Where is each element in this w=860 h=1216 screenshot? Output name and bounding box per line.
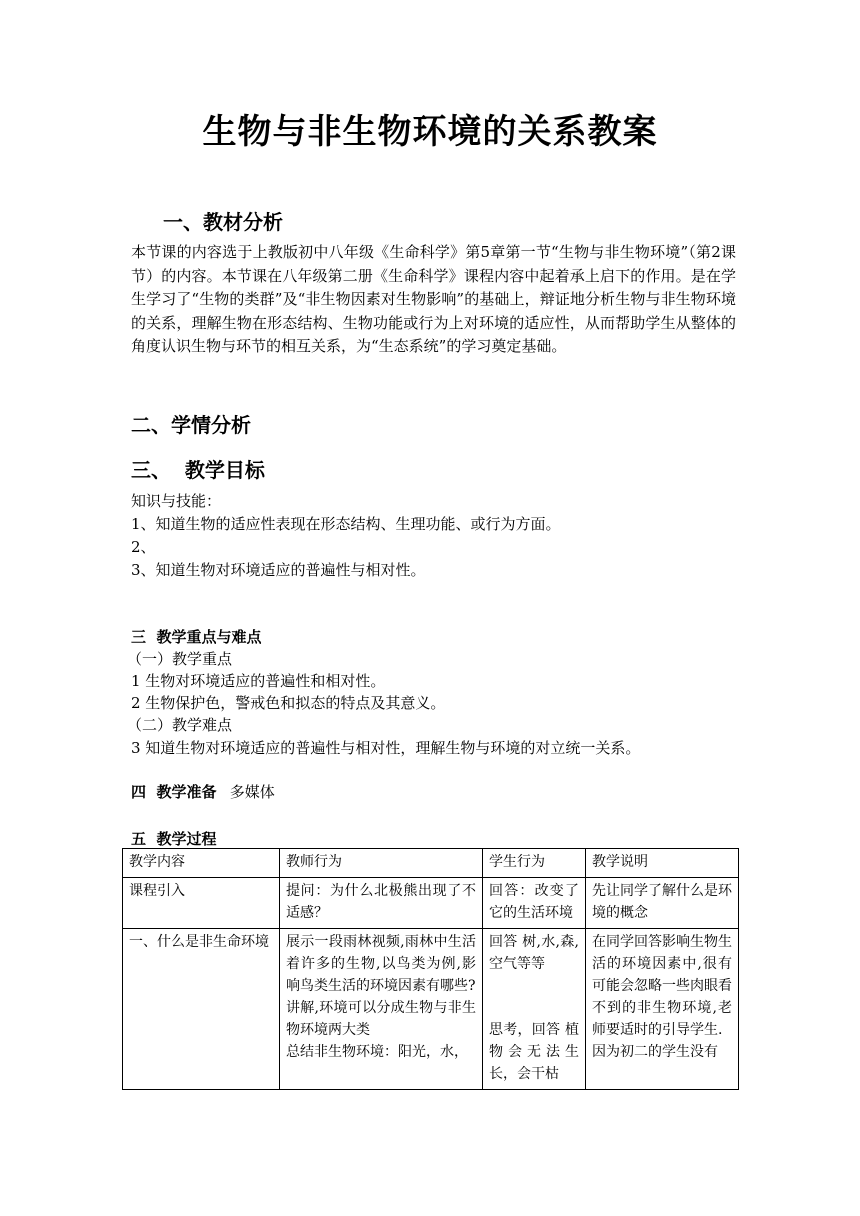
goal-line: 知识与技能：	[131, 492, 222, 510]
teaching-prep-value: 多媒体	[229, 783, 275, 801]
section-heading-teaching-prep	[131, 781, 275, 802]
table-header-cell: 学生行为	[483, 849, 586, 878]
table-row	[123, 929, 739, 1090]
section-heading-textbook-analysis: 一、教材分析	[163, 210, 283, 234]
table-row	[123, 878, 739, 929]
teaching-prep-label: 四 教学准备	[131, 783, 217, 801]
key-point-line: 3 知道生物对环境适应的普遍性与相对性，理解生物与环境的对立统一关系。	[131, 739, 641, 757]
document-title: 生物与非生物环境的关系教案	[202, 112, 658, 152]
table-header-cell: 教学说明	[586, 849, 739, 878]
key-point-line: （二）教学难点	[127, 716, 233, 734]
table-header-row	[123, 849, 739, 878]
table-cell: 回答 树,水,森,空气等等 思考，回答 植物会无法生长，会干枯	[483, 929, 586, 1090]
section-heading-student-analysis: 二、学情分析	[131, 413, 251, 437]
table-cell: 课程引入	[123, 878, 280, 929]
section-heading-key-difficult-points: 三 教学重点与难点	[131, 628, 262, 646]
key-point-line: 2 生物保护色，警戒色和拟态的特点及其意义。	[131, 694, 446, 712]
key-point-line: （一）教学重点	[127, 650, 233, 668]
table-header-cell: 教学内容	[123, 849, 280, 878]
goal-line: 3、知道生物对环境适应的普遍性与相对性。	[131, 561, 426, 579]
table-header-cell: 教师行为	[280, 849, 483, 878]
table-cell: 在同学回答影响生物生活的环境因素中,很有可能会忽略一些肉眼看不到的非生物环境,老师要适时的引导学生. 因为初二的学生没有	[586, 929, 739, 1090]
teaching-process-table	[122, 848, 739, 1090]
key-point-line: 1 生物对环境适应的普遍性和相对性。	[131, 672, 386, 690]
section-heading-teaching-process: 五 教学过程	[131, 830, 217, 848]
section-heading-teaching-goals: 三、 教学目标	[131, 458, 265, 482]
textbook-analysis-paragraph: 本节课的内容选于上教版初中八年级《生命科学》第5章第一节“生物与非生物环境”（第2课节）的内容。本节课在八年级第二册《生命科学》课程内容中起着承上启下的作用。是在学生学习了“生物的类群”及“非生物因素对生物影响”的基础上，辩证地分析生物与非生物环境的关系，理解生物在形态结构、生物功能或行为上对环境的适应性，从而帮助学生从整体的角度认识生物与环节的相互关系，为“生态系统”的学习奠定基础。	[131, 243, 736, 355]
table-cell: 提问：为什么北极熊出现了不适感？	[280, 878, 483, 929]
goal-line: 2、	[131, 538, 156, 556]
table-cell: 先让同学了解什么是环境的概念	[586, 878, 739, 929]
table-cell: 一、什么是非生命环境	[123, 929, 280, 1090]
table-cell: 回答：改变了它的生活环境	[483, 878, 586, 929]
table-cell: 展示一段雨林视频,雨林中生活着许多的生物,以鸟类为例,影响鸟类生活的环境因素有哪些? 讲解,环境可以分成生物与非生物环境两大类 总结非生物环境：阳光，水，	[280, 929, 483, 1090]
goal-line: 1、知道生物的适应性表现在形态结构、生理功能、或行为方面。	[131, 515, 561, 533]
